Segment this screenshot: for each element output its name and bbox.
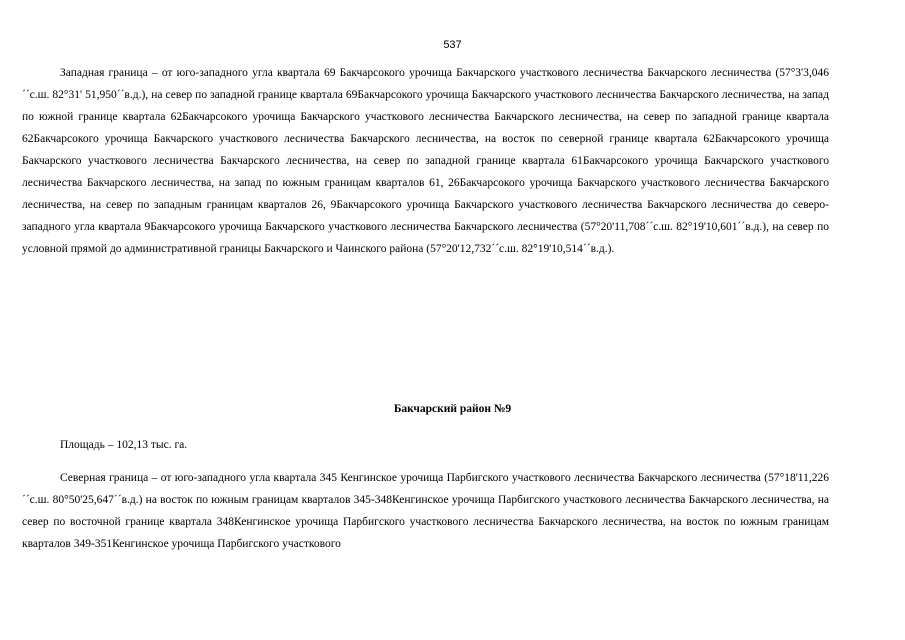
section-title: Бакчарский район №9: [393, 403, 512, 415]
page-number: 537: [443, 39, 462, 51]
north-boundary-paragraph: Северная граница – от юго-западного угла квартала 345 Кенгинское урочища Парбигского участкового лесничества Бакчарского лесничества (57°18'11,226´´с.ш. 80°50'25,647´´в.д.) на восток по южным границам кварталов 345-348Кенгинское урочища Парбигского участкового лесничества Бакчарского лесничества, на север по восточной границе квартала 348Кенгинское урочища Парбигского участкового лесничества Бакчарского лесничества, на восток по южным границам кварталов 349-351Кенгинское урочища Парбигского участкового: [22, 472, 829, 550]
area-line: Площадь – 102,13 тыс. га.: [60, 439, 188, 451]
west-boundary-paragraph: Западная граница – от юго-западного угла квартала 69 Бакчарсокого урочища Бакчарского участкового лесничества Бакчарского лесничества (57°3'3,046´´с.ш. 82°31' 51,950´´в.д.), на север по западной границе квартала 69Бакчарсокого урочища Бакчарского участкового лесничества Бакчарского лесничества, на запад по южной границе квартала 62Бакчарсокого урочища Бакчарского участкового лесничества Бакчарского лесничества, на север по западной границе квартала 62Бакчарсокого урочища Бакчарского участкового лесничества Бакчарского лесничества, на восток по северной границе квартала 62Бакчарсокого урочища Бакчарского участкового лесничества Бакчарского лесничества, на север по западной границе квартала 61Бакчарсокого урочища Бакчарского участкового лесничества Бакчарского лесничества, на запад по южным границам кварталов 61, 26Бакчарсокого урочища Бакчарского участкового лесничества Бакчарского лесничества, на север по западным границам кварталов 26, 9Бакчарсокого урочища Бакчарского участкового лесничества Бакчарского лесничества до северо-западного угла квартала 9Бакчарсокого урочища Бакчарского участкового лесничества Бакчарского лесничества (57°20'11,708´´с.ш. 82°19'10,601´´в.д.), на север по условной прямой до административной границы Бакчарского и Чаинского района (57°20'12,732´´с.ш. 82°19'10,514´´в.д.).: [22, 67, 829, 255]
